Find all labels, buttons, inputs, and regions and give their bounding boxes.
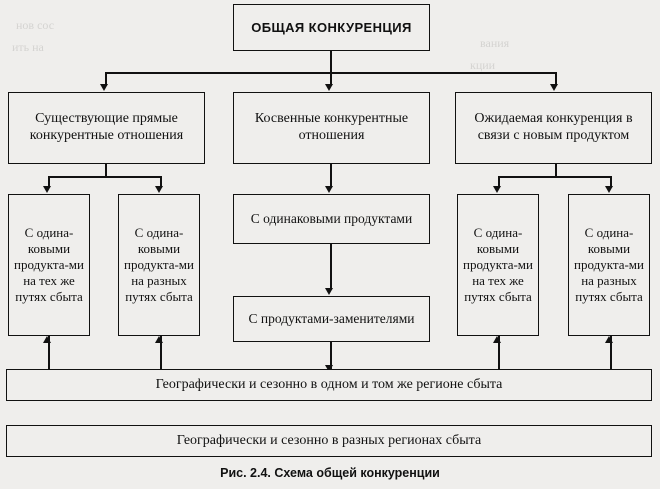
arrow-foot1-b: [155, 336, 163, 343]
node-root: [233, 4, 430, 51]
node-level2-right-diff-channel-label: С одина-ковыми продукта-ми на разных путях сбыта: [574, 225, 644, 304]
arrow-l1-3: [550, 84, 558, 91]
node-footer-diff-region-label: Географически и сезонно в разных регионах сбыта: [176, 432, 482, 448]
node-level2-left-diff-channel-label: С одина-ковыми продукта-ми на разных путях сбыта: [124, 225, 194, 304]
node-root-label: ОБЩАЯ КОНКУРЕНЦИЯ: [251, 19, 412, 35]
arrow-middle-1: [325, 186, 333, 193]
arrow-l2-5: [493, 186, 501, 193]
figure-caption-number: Рис. 2.4.: [220, 466, 271, 480]
arrow-middle-2: [325, 288, 333, 295]
background-bleed-text: ить на: [12, 40, 44, 54]
node-level2-left-same-channel: [8, 194, 90, 336]
connector-split-right-stem: [555, 164, 557, 176]
node-level2-left-same-channel-label: С одина-ковыми продукта-ми на тех же путях сбыта: [14, 225, 84, 304]
node-level2-right-same-channel: [457, 194, 539, 336]
node-level1-indirect: [233, 92, 430, 164]
arrow-l2-1: [43, 186, 51, 193]
node-level2-substitutes-label: С продуктами-заменителями: [248, 311, 415, 327]
background-bleed-text: кции: [470, 58, 496, 72]
node-level1-expected-label: Ожидаемая конкуренция в связи с новым продуктом: [474, 111, 633, 143]
arrow-foot1-a: [43, 336, 51, 343]
node-level2-substitutes: [233, 296, 430, 342]
node-footer-same-region: [6, 369, 652, 401]
node-level1-direct: [8, 92, 205, 164]
figure-caption-text: Схема общей конкуренции: [274, 466, 440, 480]
node-level2-right-same-channel-label: С одина-ковыми продукта-ми на тех же путях сбыта: [463, 225, 533, 304]
node-level2-left-diff-channel: [118, 194, 200, 336]
node-level2-right-diff-channel: [568, 194, 650, 336]
arrow-foot1-e: [605, 336, 613, 343]
node-level2-same-products-label: С одинаковыми продуктами: [250, 211, 413, 227]
connector-root-stem: [330, 51, 332, 72]
connector-split-right: [498, 176, 610, 178]
background-bleed-text: вания: [480, 36, 510, 50]
node-level1-indirect-label: Косвенные конкурентные отношения: [254, 111, 409, 143]
arrow-l1-1: [100, 84, 108, 91]
node-footer-diff-region: [6, 425, 652, 457]
arrow-l2-6: [605, 186, 613, 193]
node-footer-same-region-label: Географически и сезонно в одном и том же регионе сбыта: [155, 376, 503, 392]
node-level2-same-products: [233, 194, 430, 244]
background-bleed-text: нов сос: [16, 18, 55, 32]
arrow-l1-2: [325, 84, 333, 91]
arrow-l2-2: [155, 186, 163, 193]
figure-caption: [0, 466, 660, 480]
arrow-foot1-d: [493, 336, 501, 343]
connector-middle-stem: [330, 164, 332, 188]
connector-split-left: [48, 176, 160, 178]
node-level1-direct-label: Существующие прямые конкурентные отношения: [29, 111, 184, 143]
connector-middle-stem-2: [330, 244, 332, 290]
node-level1-expected: [455, 92, 652, 164]
connector-split-left-stem: [105, 164, 107, 176]
